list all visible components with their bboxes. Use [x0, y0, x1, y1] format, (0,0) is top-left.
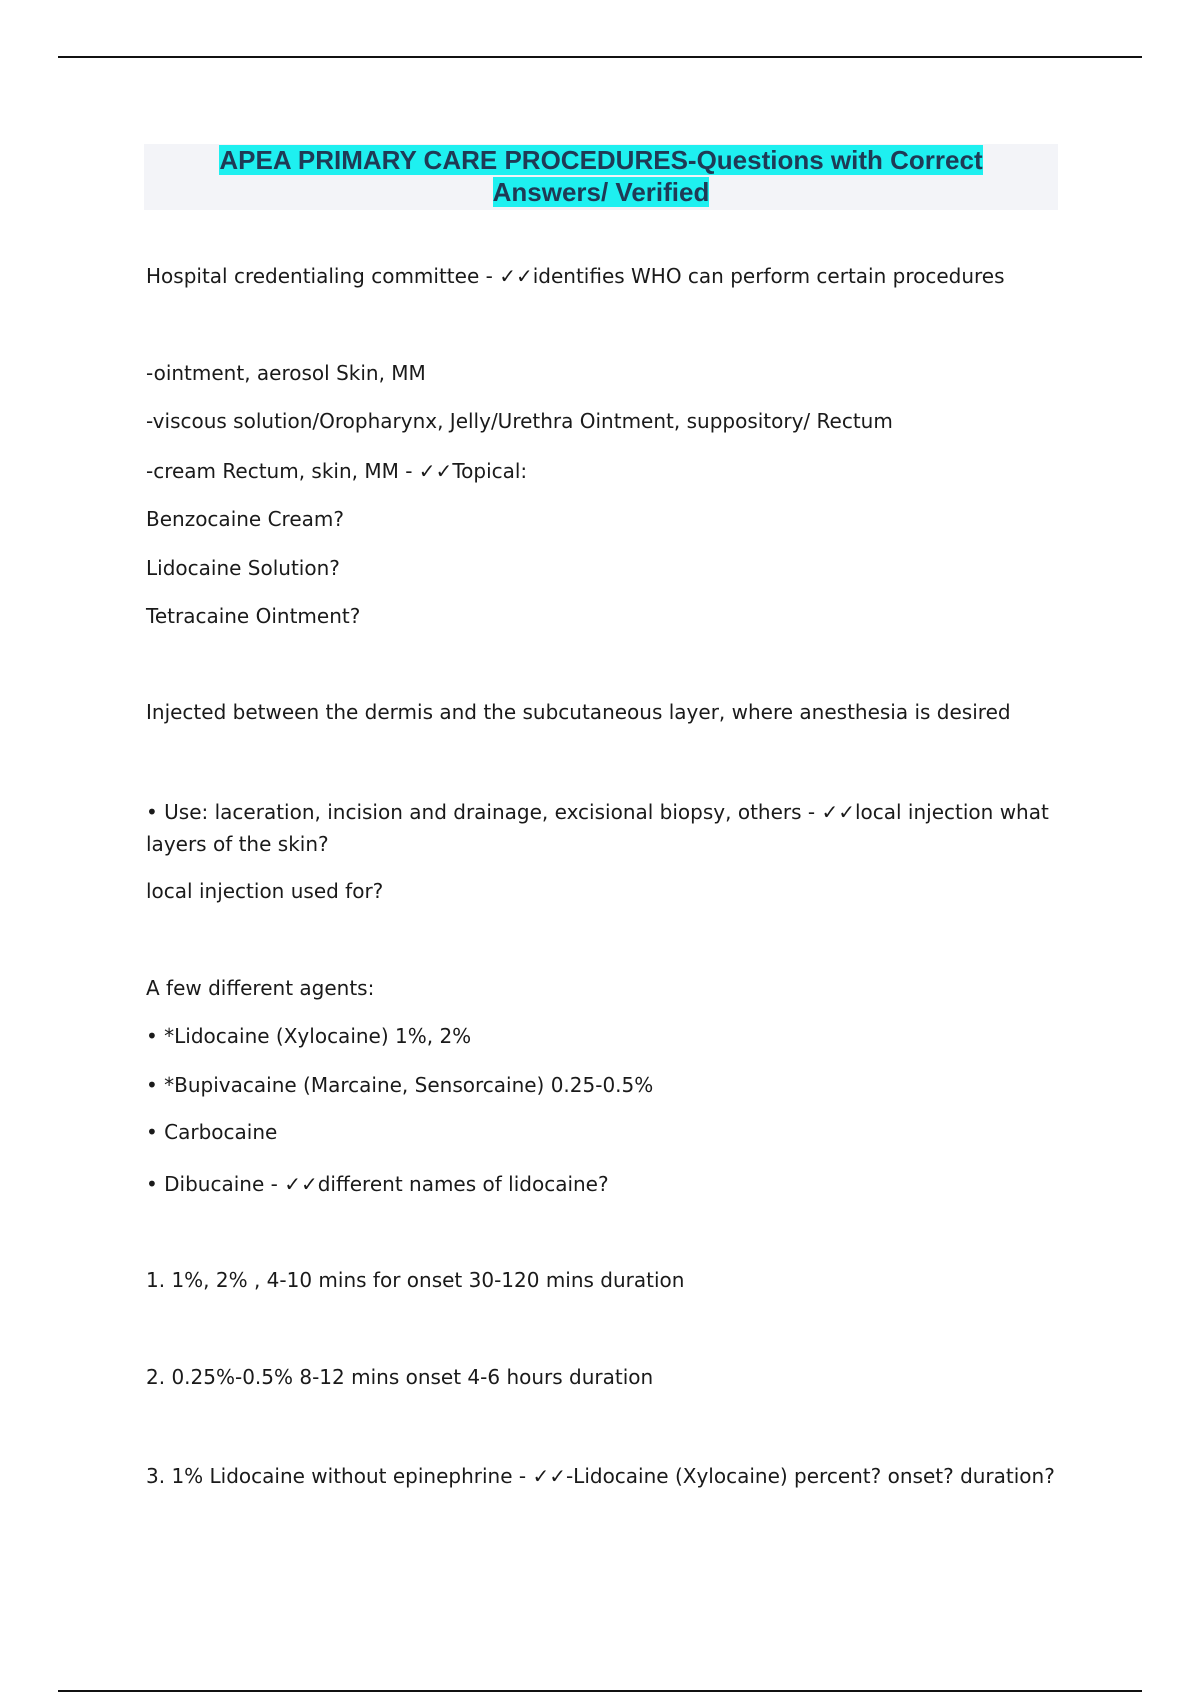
text-line: Hospital credentialing committee - ✓✓identifies WHO can perform certain procedures — [146, 264, 1005, 288]
text-line: Benzocaine Cream? — [146, 507, 344, 531]
text-line: -ointment, aerosol Skin, MM — [146, 361, 426, 385]
list-item: • *Lidocaine (Xylocaine) 1%, 2% — [146, 1024, 472, 1048]
text-line: • Use: laceration, incision and drainage, excisional biopsy, others - ✓✓local injection what — [146, 800, 1049, 824]
document-title — [144, 144, 1058, 210]
list-item: • Dibucaine - ✓✓different names of lidocaine? — [146, 1172, 609, 1196]
list-item: • *Bupivacaine (Marcaine, Sensorcaine) 0.25-0.5% — [146, 1073, 654, 1097]
text-line: layers of the skin? — [146, 832, 329, 856]
text-line: Tetracaine Ointment? — [146, 604, 361, 628]
title-line-1: APEA PRIMARY CARE PROCEDURES-Questions with Correct — [219, 145, 983, 175]
bottom-rule — [58, 1690, 1142, 1692]
top-rule — [58, 56, 1142, 58]
text-line: -viscous solution/Oropharynx, Jelly/Urethra Ointment, suppository/ Rectum — [146, 409, 893, 433]
text-line: local injection used for? — [146, 879, 384, 903]
title-line-2: Answers/ Verified — [492, 177, 710, 207]
numbered-item: 3. 1% Lidocaine without epinephrine - ✓✓-Lidocaine (Xylocaine) percent? onset? duration? — [146, 1464, 1055, 1488]
numbered-item: 2. 0.25%-0.5% 8-12 mins onset 4-6 hours duration — [146, 1365, 654, 1389]
text-line: Injected between the dermis and the subcutaneous layer, where anesthesia is desired — [146, 700, 1011, 724]
text-line: -cream Rectum, skin, MM - ✓✓Topical: — [146, 459, 528, 483]
list-item: • Carbocaine — [146, 1120, 278, 1144]
numbered-item: 1. 1%, 2% , 4-10 mins for onset 30-120 mins duration — [146, 1268, 685, 1292]
text-line: A few different agents: — [146, 976, 375, 1000]
text-line: Lidocaine Solution? — [146, 556, 340, 580]
